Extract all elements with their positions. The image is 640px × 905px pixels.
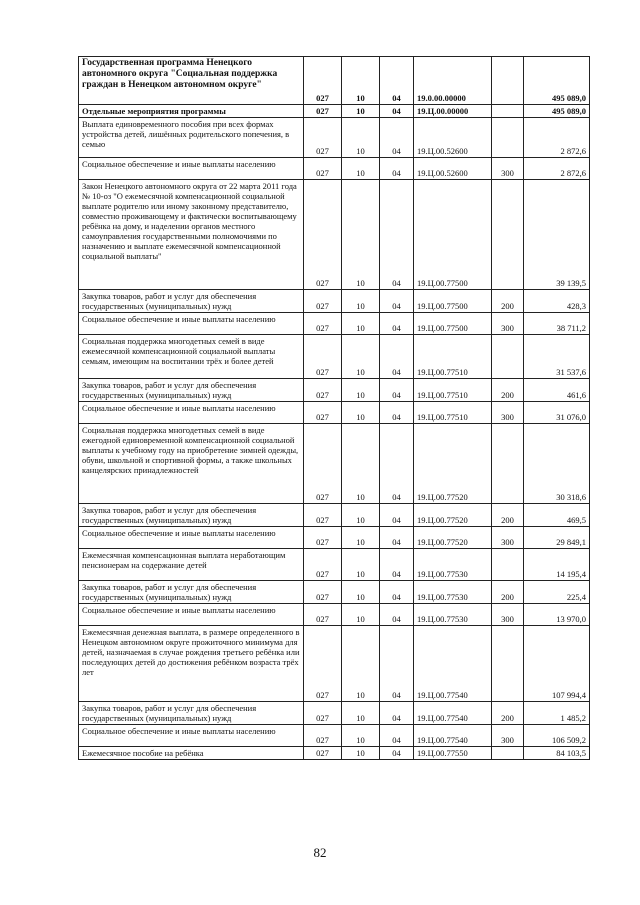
row-code: 027	[304, 725, 342, 747]
row-code: 027	[304, 626, 342, 702]
table-row	[79, 290, 590, 313]
row-kind: 200	[492, 581, 524, 604]
row-section: 10	[342, 335, 380, 379]
row-name: Закупка товаров, работ и услуг для обеспечения государственных (муниципальных) нужд	[79, 504, 304, 527]
row-name: Закон Ненецкого автономного округа от 22 марта 2011 года № 10-оз "О ежемесячной компенсационной социальной выплате родителю или иному законному представителю, совместно проживающему и фактически воспитывающему ребёнка на дому, и наделении органов местного самоуправления государственными полномочиями по назначению и выплате ежемесячной компенсационной социальной выплаты"	[79, 180, 304, 290]
row-amount: 495 089,0	[524, 57, 590, 105]
row-kind: 300	[492, 527, 524, 549]
row-section: 10	[342, 581, 380, 604]
row-code: 027	[304, 527, 342, 549]
row-kind: 200	[492, 504, 524, 527]
row-amount: 2 872,6	[524, 118, 590, 158]
row-section: 10	[342, 180, 380, 290]
table-body	[79, 57, 590, 760]
table-row	[79, 379, 590, 402]
row-code: 027	[304, 702, 342, 725]
row-subsection: 04	[380, 180, 414, 290]
row-kind	[492, 118, 524, 158]
row-code: 027	[304, 424, 342, 504]
row-amount: 225,4	[524, 581, 590, 604]
row-code: 027	[304, 335, 342, 379]
row-amount: 2 872,6	[524, 158, 590, 180]
row-section: 10	[342, 702, 380, 725]
row-code: 027	[304, 379, 342, 402]
row-kind	[492, 57, 524, 105]
row-amount: 31 076,0	[524, 402, 590, 424]
row-code: 027	[304, 57, 342, 105]
row-target: 19.Ц.00.77530	[414, 581, 492, 604]
budget-table	[78, 56, 590, 760]
table-row	[79, 581, 590, 604]
row-subsection: 04	[380, 702, 414, 725]
row-section: 10	[342, 105, 380, 118]
row-section: 10	[342, 402, 380, 424]
row-amount: 31 537,6	[524, 335, 590, 379]
row-amount: 84 103,5	[524, 747, 590, 760]
row-subsection: 04	[380, 158, 414, 180]
row-code: 027	[304, 180, 342, 290]
table-row	[79, 118, 590, 158]
row-name: Закупка товаров, работ и услуг для обеспечения государственных (муниципальных) нужд	[79, 290, 304, 313]
row-section: 10	[342, 604, 380, 626]
row-kind	[492, 747, 524, 760]
row-code: 027	[304, 581, 342, 604]
row-target: 19.Ц.00.77510	[414, 402, 492, 424]
table-row	[79, 313, 590, 335]
row-kind: 300	[492, 725, 524, 747]
row-kind: 300	[492, 158, 524, 180]
table-row	[79, 158, 590, 180]
row-name: Социальное обеспечение и иные выплаты населению	[79, 725, 304, 747]
row-kind	[492, 335, 524, 379]
row-name: Социальное обеспечение и иные выплаты населению	[79, 527, 304, 549]
row-subsection: 04	[380, 379, 414, 402]
row-kind: 300	[492, 604, 524, 626]
table-row	[79, 402, 590, 424]
row-target: 19.Ц.00.00000	[414, 105, 492, 118]
row-name: Ежемесячное пособие на ребёнка	[79, 747, 304, 760]
row-section: 10	[342, 527, 380, 549]
row-kind: 300	[492, 313, 524, 335]
row-amount: 38 711,2	[524, 313, 590, 335]
row-target: 19.Ц.00.77540	[414, 702, 492, 725]
row-name: Государственная программа Ненецкого автономного округа "Социальная поддержка граждан в Ненецком автономном округе"	[79, 57, 304, 105]
table-row	[79, 549, 590, 581]
row-name: Отдельные мероприятия программы	[79, 105, 304, 118]
row-name: Социальное обеспечение и иные выплаты населению	[79, 402, 304, 424]
row-section: 10	[342, 424, 380, 504]
row-amount: 13 970,0	[524, 604, 590, 626]
row-section: 10	[342, 747, 380, 760]
row-target: 19.Ц.00.77530	[414, 549, 492, 581]
row-code: 027	[304, 158, 342, 180]
row-subsection: 04	[380, 290, 414, 313]
row-subsection: 04	[380, 504, 414, 527]
row-code: 027	[304, 313, 342, 335]
row-kind	[492, 105, 524, 118]
row-target: 19.Ц.00.77500	[414, 313, 492, 335]
row-target: 19.Ц.00.77550	[414, 747, 492, 760]
row-amount: 29 849,1	[524, 527, 590, 549]
row-section: 10	[342, 158, 380, 180]
row-section: 10	[342, 57, 380, 105]
table-row	[79, 105, 590, 118]
row-amount: 1 485,2	[524, 702, 590, 725]
row-name: Ежемесячная денежная выплата, в размере определенного в Ненецком автономном округе прожиточного минимума для детей, назначаемая в случае рождения третьего ребёнка или последующих детей до достижения ребёнком возраста трёх лет	[79, 626, 304, 702]
row-amount: 428,3	[524, 290, 590, 313]
row-kind	[492, 424, 524, 504]
row-kind	[492, 626, 524, 702]
row-amount: 461,6	[524, 379, 590, 402]
row-amount: 39 139,5	[524, 180, 590, 290]
row-code: 027	[304, 105, 342, 118]
row-subsection: 04	[380, 725, 414, 747]
row-subsection: 04	[380, 604, 414, 626]
row-code: 027	[304, 747, 342, 760]
row-name: Социальное обеспечение и иные выплаты населению	[79, 604, 304, 626]
row-name: Ежемесячная компенсационная выплата неработающим пенсионерам на содержание детей	[79, 549, 304, 581]
row-target: 19.Ц.00.77510	[414, 335, 492, 379]
row-target: 19.Ц.00.77500	[414, 180, 492, 290]
row-subsection: 04	[380, 402, 414, 424]
row-subsection: 04	[380, 581, 414, 604]
row-kind: 300	[492, 402, 524, 424]
row-code: 027	[304, 604, 342, 626]
table-row	[79, 702, 590, 725]
table-row	[79, 725, 590, 747]
row-section: 10	[342, 290, 380, 313]
row-section: 10	[342, 725, 380, 747]
row-target: 19.Ц.00.77530	[414, 604, 492, 626]
row-name: Социальная поддержка многодетных семей в виде ежегодной единовременной компенсационной социальной выплаты к учебному году на приобретение зимней одежды, обуви, школьной и спортивной формы, а также школьных канцелярских принадлежностей	[79, 424, 304, 504]
row-target: 19.Ц.00.77540	[414, 626, 492, 702]
row-subsection: 04	[380, 549, 414, 581]
table-row	[79, 504, 590, 527]
row-amount: 14 195,4	[524, 549, 590, 581]
row-kind: 200	[492, 290, 524, 313]
row-code: 027	[304, 118, 342, 158]
row-section: 10	[342, 549, 380, 581]
row-section: 10	[342, 118, 380, 158]
row-target: 19.Ц.00.77520	[414, 527, 492, 549]
row-subsection: 04	[380, 313, 414, 335]
row-name: Выплата единовременного пособия при всех формах устройства детей, лишённых родительского попечения, в семью	[79, 118, 304, 158]
row-section: 10	[342, 379, 380, 402]
table-row	[79, 335, 590, 379]
row-name: Социальная поддержка многодетных семей в виде ежемесячной компенсационной социальной выплаты семьям, имеющим на воспитании трёх и более детей	[79, 335, 304, 379]
table-row	[79, 747, 590, 760]
row-subsection: 04	[380, 105, 414, 118]
row-name: Закупка товаров, работ и услуг для обеспечения государственных (муниципальных) нужд	[79, 581, 304, 604]
row-code: 027	[304, 290, 342, 313]
page-number: 82	[313, 845, 327, 860]
row-name: Закупка товаров, работ и услуг для обеспечения государственных (муниципальных) нужд	[79, 379, 304, 402]
row-target: 19.Ц.00.77500	[414, 290, 492, 313]
row-section: 10	[342, 626, 380, 702]
row-subsection: 04	[380, 527, 414, 549]
row-section: 10	[342, 313, 380, 335]
row-target: 19.Ц.00.77520	[414, 504, 492, 527]
table-row	[79, 626, 590, 702]
row-subsection: 04	[380, 118, 414, 158]
row-amount: 469,5	[524, 504, 590, 527]
row-subsection: 04	[380, 626, 414, 702]
row-code: 027	[304, 504, 342, 527]
row-subsection: 04	[380, 747, 414, 760]
row-kind	[492, 180, 524, 290]
row-subsection: 04	[380, 57, 414, 105]
row-subsection: 04	[380, 424, 414, 504]
row-kind: 200	[492, 702, 524, 725]
row-code: 027	[304, 402, 342, 424]
row-section: 10	[342, 504, 380, 527]
table-row	[79, 424, 590, 504]
row-amount: 107 994,4	[524, 626, 590, 702]
row-target: 19.Ц.00.52600	[414, 158, 492, 180]
row-name: Социальное обеспечение и иные выплаты населению	[79, 313, 304, 335]
row-name: Закупка товаров, работ и услуг для обеспечения государственных (муниципальных) нужд	[79, 702, 304, 725]
row-kind: 200	[492, 379, 524, 402]
row-target: 19.Ц.00.77540	[414, 725, 492, 747]
table-row	[79, 527, 590, 549]
row-subsection: 04	[380, 335, 414, 379]
table-row	[79, 180, 590, 290]
row-kind	[492, 549, 524, 581]
table-row	[79, 604, 590, 626]
row-code: 027	[304, 549, 342, 581]
row-target: 19.Ц.00.77520	[414, 424, 492, 504]
row-amount: 495 089,0	[524, 105, 590, 118]
row-target: 19.Ц.00.52600	[414, 118, 492, 158]
row-amount: 30 318,6	[524, 424, 590, 504]
row-name: Социальное обеспечение и иные выплаты населению	[79, 158, 304, 180]
table-row	[79, 57, 590, 105]
row-amount: 106 509,2	[524, 725, 590, 747]
row-target: 19.Ц.00.77510	[414, 379, 492, 402]
row-target: 19.0.00.00000	[414, 57, 492, 105]
